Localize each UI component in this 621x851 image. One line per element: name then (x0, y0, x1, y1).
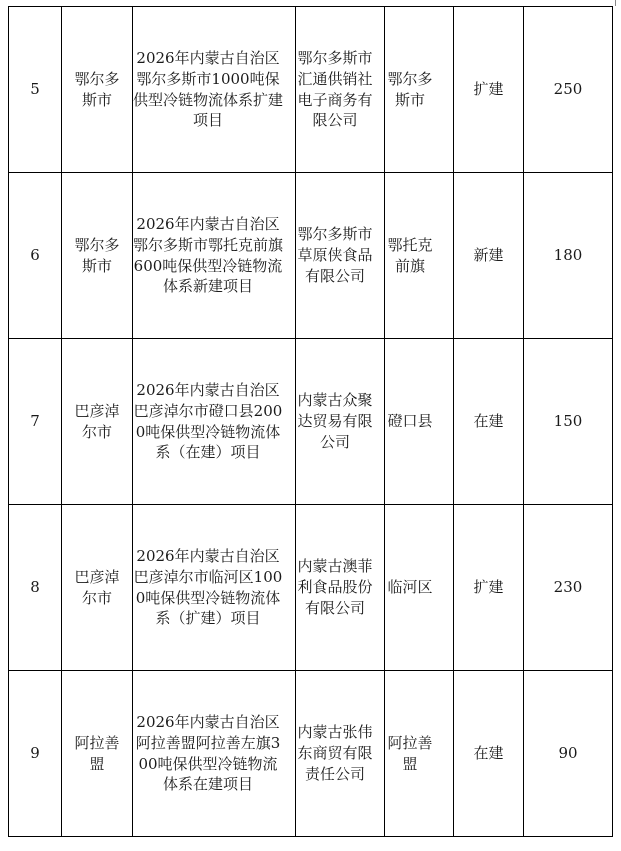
capacity-cell: 180 (524, 173, 613, 339)
construction-type-cell: 扩建 (454, 7, 524, 173)
city-cell (62, 671, 133, 837)
construction-type-cell: 在建 (454, 339, 524, 505)
project-table-body (9, 7, 613, 837)
capacity-cell: 250 (524, 7, 613, 173)
capacity-cell: 90 (524, 671, 613, 837)
table-row (9, 505, 613, 671)
row-number-cell: 7 (9, 339, 62, 505)
project-name-cell (133, 7, 296, 173)
enterprise-cell (296, 7, 385, 173)
enterprise-cell (296, 671, 385, 837)
capacity-cell: 150 (524, 339, 613, 505)
enterprise-cell (296, 339, 385, 505)
row-number-cell: 8 (9, 505, 62, 671)
enterprise-text: 内蒙古众聚达贸易有限公司 (297, 391, 373, 451)
table-row (9, 173, 613, 339)
enterprise-cell (296, 505, 385, 671)
city-text: 阿拉善盟 (74, 733, 120, 773)
city-cell (62, 173, 133, 339)
table-row (9, 7, 613, 173)
project-name-cell (133, 173, 296, 339)
project-name-cell (133, 671, 296, 837)
location-cell (385, 173, 454, 339)
row-number-cell: 9 (9, 671, 62, 837)
location-cell (385, 339, 454, 505)
location-text: 鄂尔多斯市 (387, 69, 433, 109)
city-text: 巴彦淖尔市 (74, 401, 120, 441)
location-text: 阿拉善盟 (387, 733, 433, 773)
city-cell (62, 339, 133, 505)
enterprise-cell (296, 173, 385, 339)
project-name-text: 2026年内蒙古自治区巴彦淖尔市磴口县2000吨保供型冷链物流体系（在建）项目 (133, 380, 283, 462)
location-text: 鄂托克前旗 (387, 235, 433, 275)
location-cell (385, 7, 454, 173)
construction-type-cell: 在建 (454, 671, 524, 837)
location-text: 临河区 (387, 578, 433, 597)
city-text: 鄂尔多斯市 (74, 235, 120, 275)
construction-type-cell: 扩建 (454, 505, 524, 671)
project-name-text: 2026年内蒙古自治区鄂尔多斯市1000吨保供型冷链物流体系扩建项目 (133, 48, 284, 130)
project-table-sheet (8, 6, 613, 837)
location-cell (385, 671, 454, 837)
enterprise-text: 鄂尔多斯市草原侠食品有限公司 (297, 225, 373, 285)
project-table (8, 6, 613, 837)
row-number-cell: 6 (9, 173, 62, 339)
enterprise-text: 鄂尔多斯市汇通供销社电子商务有限公司 (297, 48, 373, 130)
project-name-cell (133, 505, 296, 671)
city-cell (62, 7, 133, 173)
enterprise-text: 内蒙古澳菲利食品股份有限公司 (297, 557, 373, 617)
project-name-text: 2026年内蒙古自治区巴彦淖尔市临河区1000吨保供型冷链物流体系（扩建）项目 (133, 546, 283, 628)
table-row (9, 339, 613, 505)
page-corner-mark (615, 0, 616, 6)
city-text: 巴彦淖尔市 (74, 567, 120, 607)
project-name-text: 2026年内蒙古自治区阿拉善盟阿拉善左旗300吨保供型冷链物流体系在建项目 (135, 712, 281, 794)
enterprise-text: 内蒙古张伟东商贸有限责任公司 (297, 723, 373, 783)
row-number-cell: 5 (9, 7, 62, 173)
project-name-cell (133, 339, 296, 505)
capacity-cell: 230 (524, 505, 613, 671)
city-text: 鄂尔多斯市 (74, 69, 120, 109)
location-cell (385, 505, 454, 671)
table-row (9, 671, 613, 837)
city-cell (62, 505, 133, 671)
construction-type-cell: 新建 (454, 173, 524, 339)
location-text: 磴口县 (387, 412, 433, 431)
project-name-text: 2026年内蒙古自治区鄂尔多斯市鄂托克前旗600吨保供型冷链物流体系新建项目 (133, 214, 284, 296)
